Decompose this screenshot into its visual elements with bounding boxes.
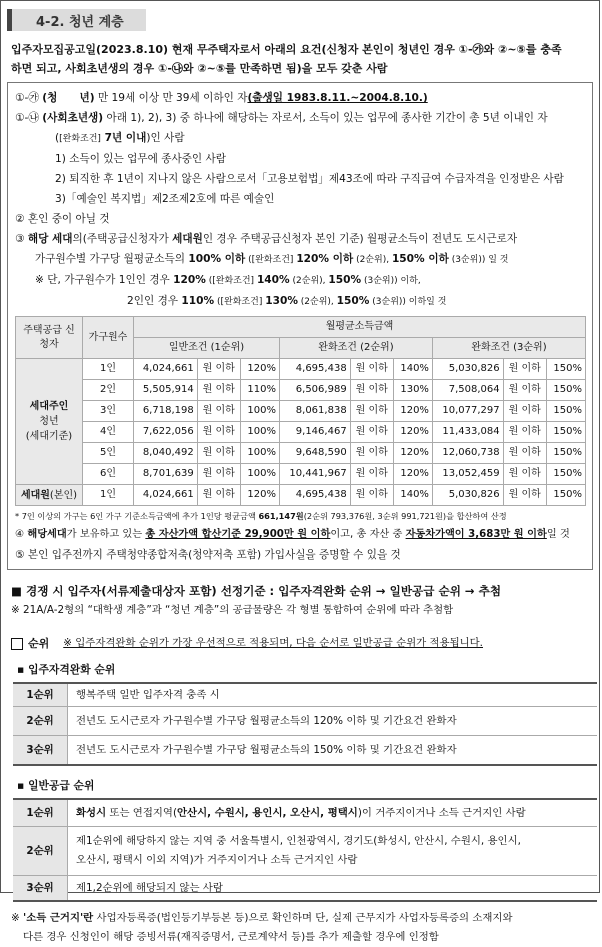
req-unmarried: ② 혼인 중이 아닐 것 — [15, 213, 110, 225]
table-header: 완화조건 (3순위) — [432, 338, 585, 359]
row-group-head: 세대주인 청년 (세대기준) — [16, 359, 83, 485]
table-header: 월평균소득금액 — [134, 317, 586, 338]
row-group-head: 세대원(본인) — [16, 485, 83, 506]
table-row: 6인 8,701,639 원 이하 100% 10,441,967 원 이하 120% 13,052,459 원 이하 150% — [16, 464, 586, 485]
req-income: ③ 해당 세대의(주택공급신청자가 세대원인 경우 주택공급신청자 본인 기준) 월평균소득이 전년도 도시근로자 — [15, 233, 518, 245]
relax-rank-title: ▪ 입주자격완화 순위 — [17, 663, 116, 676]
req-assets: ④ 해당세대가 보유하고 있는 총 자산가액 합산기준 29,900만 원 이하이고, 총 자산 중 자동차가액이 3,683만 원 이하일 것 — [15, 529, 570, 540]
table-row: 2인 5,505,914 원 이하 110% 6,506,989 원 이하 130% 7,508,064 원 이하 150% — [16, 380, 586, 401]
table-row: 3순위 제1,2순위에 해당되지 않는 사람 — [13, 876, 597, 902]
req-new-worker-item: 3)「예술인 복지법」제2조제2호에 따른 예술인 — [55, 193, 275, 205]
seven-member-note: * 7인 이상의 가구는 6인 가구 기준소득금액에 추가 1인당 평균금액 661,147원(2순위 793,376원, 3순위 991,721원)을 합산하여 산정 — [15, 511, 507, 521]
order-heading: 순위 ※ 입주자격완화 순위가 가장 우선적으로 적용되며, 다음 순서로 일반공급 순위가 적용됩니다. — [11, 635, 593, 652]
footnote: ※ '소득 근거지'란 사업자등록증(법인등기부등본 등)으로 확인하며 단, 실제 근무지가 사업자등록증의 소재지와 다른 경우 신청인이 해당 증빙서류(재직증명서, 근로계약서 등)를 추가 제출할 경우에 인정함 — [11, 912, 513, 943]
table-header: 주택공급 신청자 — [16, 317, 83, 359]
section-title: 4-2. 청년 계층 — [7, 9, 146, 31]
table-row: 5인 8,040,492 원 이하 100% 9,648,590 원 이하 120% 12,060,738 원 이하 150% — [16, 443, 586, 464]
req-youth: ①-㉮ (청 년) 만 19세 이상 만 39세 이하인 자(출생일 1983.8.11.~2004.8.10.) — [15, 92, 428, 104]
table-row: 3인 6,718,198 원 이하 100% 8,061,838 원 이하 120% 10,077,297 원 이하 150% — [16, 401, 586, 422]
table-row: 2순위 전년도 도시근로자 가구원수별 가구당 월평균소득의 120% 이하 및 기간요건 완화자 — [13, 707, 597, 736]
table-row: 4인 7,622,056 원 이하 100% 9,146,467 원 이하 120% 11,433,084 원 이하 150% — [16, 422, 586, 443]
table-row: 세대주인 청년 (세대기준) 1인 4,024,661 원 이하 120% 4,695,438 원 이하 140% 5,030,826 원 이하 150% — [16, 359, 586, 380]
req-income-line3: ※ 단, 가구원수가 1인인 경우 120% ([완화조건] 140% (2순위), 150% (3순위)) 이하, — [35, 274, 421, 286]
table-row: 1순위 화성시 또는 연접지역(안산시, 수원시, 용인시, 오산시, 평택시)이 거주지이거나 소득 근거지인 사람 — [13, 799, 597, 827]
relax-rank-table — [13, 682, 597, 766]
general-rank-title: ▪ 일반공급 순위 — [17, 779, 95, 792]
requirements-box — [7, 82, 593, 570]
intro-paragraph: 입주자모집공고일(2023.8.10) 현재 무주택자로서 아래의 요건(신청자 본인이 청년인 경우 ①-㉮와 ②~⑤를 충족 하면 되고, 사회초년생의 경우 ①-㉯와 ②~⑤를 만족하면 됨)을 모두 갖춘 사람 — [11, 43, 562, 75]
general-rank-table — [13, 798, 597, 902]
req-new-worker-item: 1) 소득이 있는 업무에 종사중인 사람 — [55, 153, 226, 165]
table-header: 일반조건 (1순위) — [134, 338, 280, 359]
table-row: 1순위 행복주택 일반 입주자격 충족 시 — [13, 683, 597, 707]
table-row: 2순위 제1순위에 해당하지 않는 지역 중 서울특별시, 인천광역시, 경기도(화성시, 안산시, 수원시, 용인시, 오산시, 평택시 이외 지역)가 거주지이거나 소득 근거지인 사람 — [13, 827, 597, 876]
table-header: 완화조건 (2순위) — [279, 338, 432, 359]
table-header: 가구원수 — [83, 317, 134, 359]
req-income-line4: 2인인 경우 110% ([완화조건] 130% (2순위), 150% (3순위)) 이하일 것 — [127, 295, 447, 307]
table-row: 세대원(본인) 1인 4,024,661 원 이하 120% 4,695,438 원 이하 140% 5,030,826 원 이하 150% — [16, 485, 586, 506]
req-new-worker: ①-㉯ (사회초년생) 아래 1), 2), 3) 중 하나에 해당하는 자로서, 소득이 있는 업무에 종사한 기간이 총 5년 이내인 자 — [15, 112, 548, 124]
req-new-worker-item: 2) 퇴직한 후 1년이 지나지 않은 사람으로서「고용보험법」제43조에 따라 구직급여 수급자격을 인정받은 사람 — [55, 173, 564, 185]
req-income-line2: 가구원수별 가구당 월평균소득의 100% 이하 ([완화조건] 120% 이하 (2순위), 150% 이하 (3순위)) 일 것 — [35, 253, 509, 265]
selection-criteria-title: ■ 경쟁 시 입주자(서류제출대상자 포함) 선정기준 : 입주자격완화 순위 → 일반공급 순위 → 추첨 — [11, 584, 502, 598]
req-new-worker-cond: ([완화조건] 7년 이내)인 사람 — [55, 132, 185, 144]
selection-criteria-note: ※ 21A/A-2형의 “대학생 계층”과 “청년 계층”의 공급물량은 각 형별 통합하여 순위에 따라 추첨함 — [11, 604, 454, 616]
income-table — [15, 316, 586, 506]
checkbox-square-icon — [11, 638, 23, 650]
req-savings: ⑤ 본인 입주전까지 주택청약종합저축(청약저축 포함) 가입사실을 증명할 수 있을 것 — [15, 549, 401, 561]
table-row: 3순위 전년도 도시근로자 가구원수별 가구당 월평균소득의 150% 이하 및 기간요건 완화자 — [13, 736, 597, 766]
